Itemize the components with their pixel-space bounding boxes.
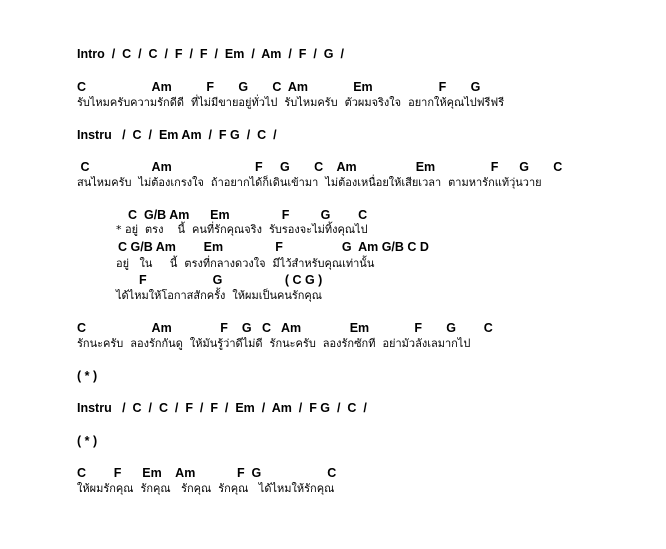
verse1-lyrics-1: รับไหมครับความรักดีดี ที่ไม่มีขายอยู่ทั่วไป รับไหมครับ ตัวผมจริงใจ อยากให้คุณไปฟรีฟรี	[77, 96, 505, 109]
outro-chords: C F Em Am F G C	[77, 466, 337, 480]
verse1-chords-2: C Am F G C Am Em F G C	[77, 160, 563, 174]
chorus-chords-2: C G/B Am Em F G Am G/B C D	[118, 240, 429, 254]
chorus-lyrics-1: * อยู่ ตรง นี้ คนที่รักคุณจริง รับรองจะไม่ทิ้งคุณไป	[116, 223, 368, 236]
chorus-chords-3: F G ( C G )	[139, 273, 323, 287]
chorus-chords-1: C G/B Am Em F G C	[128, 208, 368, 222]
intro-line: Intro / C / C / F / F / Em / Am / F / G /	[77, 47, 344, 61]
verse2-chords: C Am F G C Am Em F G C	[77, 321, 493, 335]
verse1-chords-1: C Am F G C Am Em F G	[77, 80, 481, 94]
instru-line-1: Instru / C / Em Am / F G / C /	[77, 128, 277, 142]
outro-lyrics: ให้ผมรักคุณ รักคุณ รักคุณ รักคุณ ได้ไหมให้รักคุณ	[77, 482, 335, 495]
repeat-marker-1: ( * )	[77, 369, 98, 383]
chorus-lyrics-3: ได้ไหมให้โอกาสสักครั้ง ให้ผมเป็นคนรักคุณ	[116, 289, 322, 302]
verse2-lyrics: รักนะครับ ลองรักกันดู ให้มันรู้ว่าดีไม่ดี รักนะครับ ลองรักซักที อย่ามัวลังเลมากไป	[77, 337, 471, 350]
chorus-lyrics-2: อยู่ ใน นี้ ตรงที่กลางดวงใจ มีไว้สำหรับคุณเท่านั้น	[116, 257, 375, 270]
repeat-marker-2: ( * )	[77, 434, 98, 448]
verse1-lyrics-2: สนไหมครับ ไม่ต้องเกรงใจ ถ้าอยากได้ก็เดินเข้ามา ไม่ต้องเหนื่อยให้เสียเวลา ตามหารักแท้วุ่นวาย	[77, 176, 542, 189]
instru-line-2: Instru / C / C / F / F / Em / Am / F G / C /	[77, 401, 367, 415]
